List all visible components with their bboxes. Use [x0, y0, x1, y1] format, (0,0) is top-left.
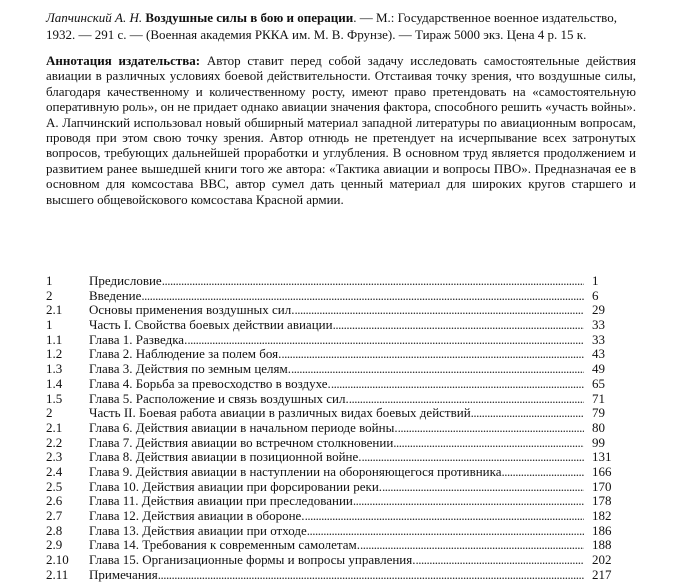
toc-dot-leader — [331, 377, 584, 392]
toc-entry-number: 2 — [46, 287, 53, 303]
toc-entry-number: 2.1 — [46, 302, 63, 318]
toc-entry[interactable] — [46, 274, 636, 289]
toc-entry-page: 33 — [592, 331, 605, 347]
toc-entry-title: Глава 12. Действия авиации в обороне. — [89, 508, 305, 523]
toc-entry-number: 1.3 — [46, 361, 63, 377]
toc-entry-page: 186 — [592, 522, 612, 538]
toc-entry[interactable] — [46, 406, 636, 421]
toc-dot-leader — [416, 553, 585, 568]
toc-entry[interactable] — [46, 303, 636, 318]
toc-dot-leader — [305, 509, 584, 524]
toc-entry-title: Часть II. Боевая работа авиации в различных видах боевых действий — [89, 405, 471, 421]
toc-dot-leader — [471, 406, 584, 421]
toc-entry[interactable] — [46, 568, 636, 583]
toc-dot-leader — [295, 303, 585, 318]
toc-entry-page: 170 — [592, 478, 612, 494]
toc-entry-page: 1 — [592, 273, 599, 288]
toc-dot-leader — [333, 318, 584, 333]
toc-entry-title: Глава 15. Организационные формы и вопросы управления. — [89, 552, 416, 568]
toc-entry-title: Глава 8. Действия авиации в позиционной войне. — [89, 449, 362, 465]
toc-entry-title: Глава 3. Действия по земным целям. — [89, 361, 291, 377]
toc-entry-number: 2.8 — [46, 522, 63, 538]
toc-entry-number: 2.4 — [46, 463, 63, 479]
toc-entry-title: Глава 14. Требования к современным самолетам. — [89, 537, 360, 553]
toc-entry-title: Введение — [89, 287, 142, 303]
toc-entry[interactable] — [46, 377, 636, 392]
toc-entry[interactable] — [46, 465, 636, 480]
toc-entry-number: 2.1 — [46, 419, 63, 435]
toc-entry-number: 1 — [46, 273, 53, 288]
toc-dot-leader — [398, 421, 584, 436]
toc-entry[interactable] — [46, 392, 636, 407]
toc-entry[interactable] — [46, 494, 636, 509]
toc-entry-number: 2 — [46, 405, 53, 421]
toc-entry-page: 29 — [592, 302, 605, 318]
toc-entry-page: 178 — [592, 493, 612, 509]
toc-entry[interactable] — [46, 362, 636, 377]
toc-dot-leader — [362, 450, 584, 465]
toc-entry-number: 2.2 — [46, 434, 63, 450]
toc-entry-page: 71 — [592, 390, 605, 406]
toc-entry-page: 6 — [592, 287, 599, 303]
toc-entry[interactable] — [46, 289, 636, 304]
toc-entry[interactable] — [46, 436, 636, 451]
toc-entry-title: Часть I. Свойства боевых действии авиации — [89, 317, 333, 333]
bibliographic-record — [46, 10, 636, 43]
toc-dot-leader — [141, 289, 584, 304]
toc-dot-leader — [353, 494, 584, 509]
toc-entry[interactable] — [46, 421, 636, 436]
toc-entry-page: 79 — [592, 405, 605, 421]
annotation-text: Автор ставит перед собой задачу исследовать самостоятельные действия авиации в различных условиях боевой действительности. Отстаивая точку зрения, что воздушные силы, благодаря качественному и количественному росту, имеют право претендовать на «самостоятельную оперативную роль», он не придает однако авиации значения фактора, способного решить «участь войны». А. Лапчинский использовал новый обширный материал западной литературы по авиационным вопросам, проводя при этом свою точку зрения. Автор отнюдь не претендует на исчерпывание всех затронутых вопросов, требующих дальнейшей проработки и углубления. В основном труд является продолжением и развитием ранее вышедшей книги того же автора: «Тактика авиации и вопросы ПВО». Предназначая ее в основном для комсостава ВВС, автор сумел дать ценный материал для широких кругов старшего и высшего общевойскового комсостава Красной армии. — [46, 53, 637, 207]
toc-entry-page: 131 — [592, 449, 612, 465]
toc-entry-number: 1.2 — [46, 346, 63, 362]
publication-details: . — М.: Государственное военное издательство, 1932. — 291 с. — (Военная академия РККА им. М. В. Фрунзе). — Тираж 5000 экз. Цена 4 р. 15 к. — [46, 10, 617, 42]
toc-entry-title: Предисловие — [89, 273, 162, 288]
toc-entry-title: Основы применения воздушных сил. — [89, 302, 295, 318]
table-of-contents — [46, 274, 636, 582]
toc-entry-number: 2.3 — [46, 449, 63, 465]
toc-entry[interactable] — [46, 318, 636, 333]
toc-dot-leader — [187, 333, 584, 348]
toc-entry-title: Глава 11. Действия авиации при преследовании — [89, 493, 353, 509]
toc-entry-title: Глава 1. Разведка. — [89, 331, 188, 347]
toc-entry-page: 182 — [592, 508, 612, 523]
toc-dot-leader — [360, 538, 584, 553]
toc-entry-title: Глава 9. Действия авиации в наступлении на обороняющегося противника — [89, 463, 502, 479]
annotation-label: Аннотация издательства: — [46, 53, 201, 68]
toc-entry[interactable] — [46, 333, 636, 348]
toc-entry-number: 2.9 — [46, 537, 63, 553]
toc-dot-leader — [349, 392, 584, 407]
toc-entry-number: 2.7 — [46, 508, 63, 523]
toc-entry[interactable] — [46, 450, 636, 465]
toc-entry[interactable] — [46, 347, 636, 362]
toc-entry-title: Примечания — [89, 566, 158, 582]
toc-entry[interactable] — [46, 509, 636, 524]
toc-entry-number: 1.4 — [46, 375, 63, 391]
toc-entry-page: 33 — [592, 317, 605, 333]
toc-entry-number: 1.1 — [46, 331, 63, 347]
toc-entry-title: Глава 2. Наблюдение за полем боя. — [89, 346, 282, 362]
toc-dot-leader — [393, 436, 584, 451]
toc-entry-number: 2.6 — [46, 493, 63, 509]
toc-entry[interactable] — [46, 538, 636, 553]
toc-dot-leader — [281, 347, 584, 362]
toc-entry-title: Глава 7. Действия авиации во встречном столкновении — [89, 434, 394, 450]
toc-entry-page: 80 — [592, 419, 605, 435]
toc-entry-title: Глава 13. Действия авиации при отходе — [89, 522, 307, 538]
toc-entry-number: 2.5 — [46, 478, 63, 494]
book-author: Лапчинский А. Н. — [46, 10, 143, 25]
toc-entry-number: 1 — [46, 317, 53, 333]
toc-entry-page: 202 — [592, 552, 612, 568]
toc-entry-title: Глава 5. Расположение и связь воздушных сил. — [89, 390, 349, 406]
toc-entry-page: 166 — [592, 463, 612, 479]
book-title: Воздушные силы в бою и операции — [145, 10, 354, 25]
publisher-annotation — [46, 53, 636, 207]
toc-entry-title: Глава 4. Борьба за превосходство в воздухе. — [89, 375, 331, 391]
toc-entry-number: 2.11 — [46, 566, 69, 582]
toc-dot-leader — [307, 524, 584, 539]
toc-entry-page: 43 — [592, 346, 605, 362]
toc-entry-title: Глава 6. Действия авиации в начальном периоде войны. — [89, 419, 398, 435]
toc-entry-number: 2.10 — [46, 552, 69, 568]
toc-entry-title: Глава 10. Действия авиации при форсировании реки. — [89, 478, 383, 494]
toc-entry-page: 99 — [592, 434, 605, 450]
toc-entry-page: 65 — [592, 375, 605, 391]
toc-dot-leader — [382, 480, 584, 495]
toc-entry[interactable] — [46, 480, 636, 495]
toc-entry[interactable] — [46, 524, 636, 539]
toc-entry-page: 49 — [592, 361, 605, 377]
toc-dot-leader — [291, 362, 584, 377]
toc-entry-page: 188 — [592, 537, 612, 553]
toc-entry-page: 217 — [592, 566, 612, 582]
toc-entry[interactable] — [46, 553, 636, 568]
toc-entry-number: 1.5 — [46, 390, 63, 406]
toc-dot-leader — [162, 274, 584, 289]
toc-dot-leader — [158, 568, 584, 583]
toc-dot-leader — [502, 465, 584, 480]
